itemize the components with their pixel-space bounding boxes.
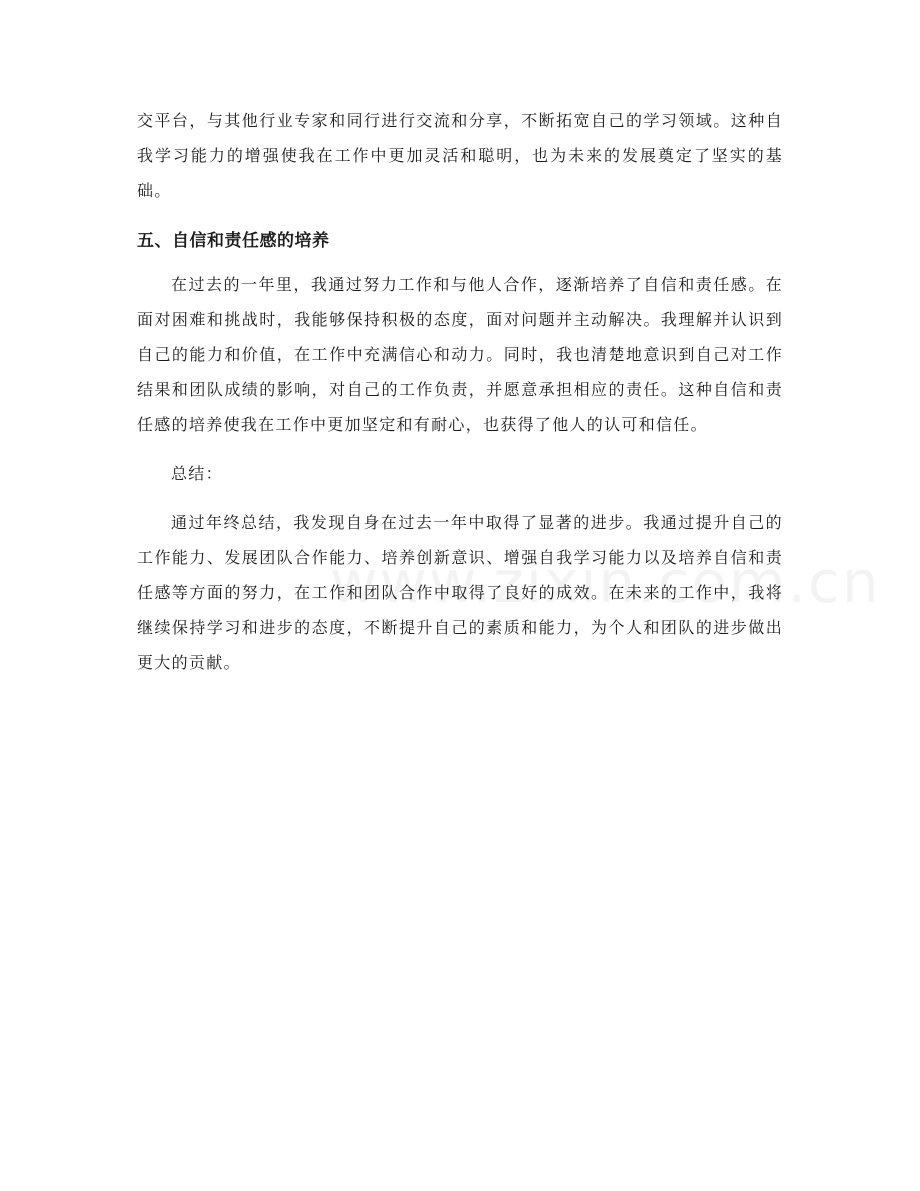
document-content [137,103,783,680]
paragraph-confidence: 在过去的一年里，我通过努力工作和与他人合作，逐渐培养了自信和责任感。在面对困难和挑战时，我能够保持积极的态度，面对问题并主动解决。我理解并认识到自己的能力和价值，在工作中充满信心和动力。同时，我也清楚地意识到自己对工作结果和团队成绩的影响，对自己的工作负责，并愿意承担相应的责任。这种自信和责任感的培养使我在工作中更加坚定和有耐心，也获得了他人的认可和信任。 [137,275,783,434]
section-title-confidence: 五、自信和责任感的培养 [137,231,330,251]
paragraph-summary: 通过年终总结，我发现自身在过去一年中取得了显著的进步。我通过提升自己的工作能力、发展团队合作能力、培养创新意识、增强自我学习能力以及培养自信和责任感等方面的努力，在工作和团队合作中取得了良好的成效。在未来的工作中，我将继续保持学习和进步的态度，不断提升自己的素质和能力，为个人和团队的进步做出更大的贡献。 [137,513,783,672]
summary-label: 总结： [171,464,223,483]
paragraph-learning-continued: 交平台，与其他行业专家和同行进行交流和分享，不断拓宽自己的学习领域。这种自我学习能力的增强使我在工作中更加灵活和聪明，也为未来的发展奠定了坚实的基础。 [137,111,783,200]
